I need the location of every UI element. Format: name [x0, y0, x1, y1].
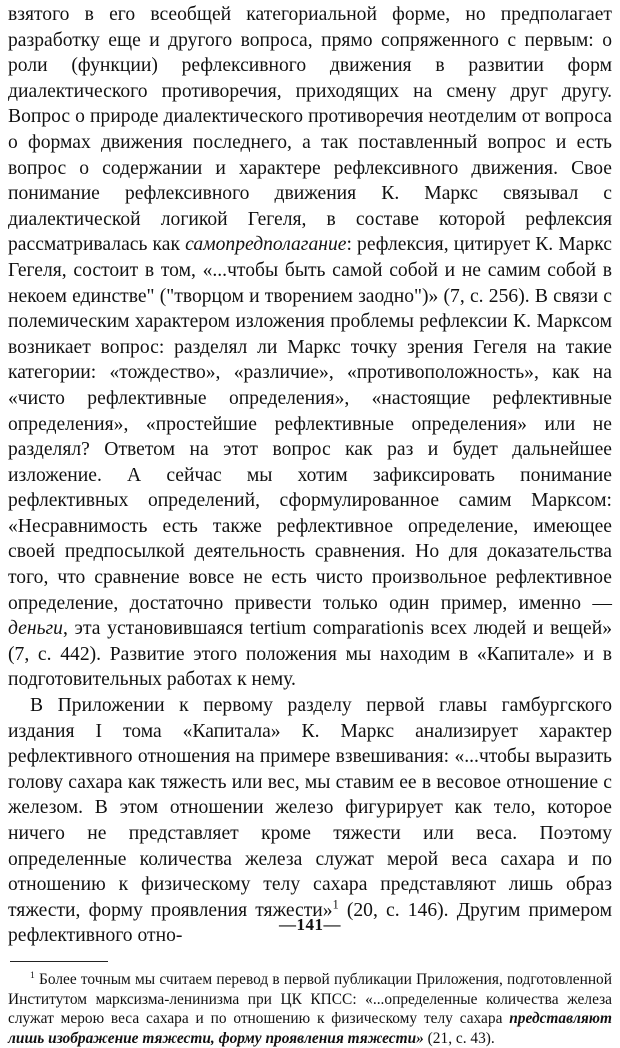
text-segment: деньги [8, 618, 63, 640]
text-segment: (21, с. 43). [423, 1029, 495, 1047]
footnote-marker: 1 [30, 969, 35, 981]
footnote-divider [10, 961, 108, 962]
text-segment: представляют лишь изображение тяжести, форму проявления тяжести» [8, 1010, 612, 1047]
text-segment: самопредполагание [185, 234, 347, 256]
paragraph-p2 [8, 693, 612, 949]
main-text [8, 2, 612, 949]
text-segment: взятого в его всеобщей категориальной форме, но предполагает разработку еще и другого вопроса, прямо сопряженного с первым: о роли (функции) рефлексивного движения в развитии форм диалектического противоречия, приходящих на смену друг другу. Вопрос о природе диалектического противоречия неотделим от вопроса о формах движения последнего, а так поставленный вопрос и есть вопрос о содержании и характере рефлексивного движения. Свое понимание рефлексивного движения К. Маркс связывал с диалектической логикой Гегеля, в составе которой рефлексия рассматривалась как [8, 4, 612, 256]
text-segment: Более точным мы считаем перевод в первой публикации Приложения, подготовленной Институтом марксизма-ленинизма при ЦК КПСС: «...определенные количества железа служат мерою веса сахара и по отношению к физическому телу сахара [8, 970, 612, 1028]
text-segment: (20, с. 146). Другим примером рефлективного отно- [8, 899, 612, 947]
text-segment: В Приложении к первому разделу первой главы гамбургского издания I тома «Капитала» К. Маркс анализирует характер рефлективного отношения на примере взвешивания: «...чтобы выразить голову сахара как тяжесть или вес, мы ставим ее в весовое отношение с железом. В этом отношении железо фигурирует как тело, которое ничего не представляет кроме тяжести или веса. Поэтому определенные количества железа служат мерой веса сахара и по отношению к физическому телу сахара представляют лишь образ тяжести, форму проявления тяжести» [8, 695, 612, 921]
paragraph-p1 [8, 2, 612, 693]
text-segment: : рефлексия, цитирует К. Маркс Гегеля, состоит в том, «...чтобы быть самой собой и не самим собой в некоем единстве" ("творцом и творением заодно")» (7, с. 256). В связи с полемическим характером изложения проблемы рефлексии К. Марксом возникает вопрос: разделял ли Маркс точку зрения Гегеля на такие категории: «тождество», «различие», «противоположность», как на «чисто рефлективные определения», «настоящие рефлективные определения», «простейшие рефлективные определения» или не разделял? Ответом на этот вопрос как раз и будет дальнейшее изложение. А сейчас мы хотим зафиксировать понимание рефлективных определений, сформулированное самим Марксом: «Несравнимость есть также рефлективное определение, имеющее своей предпосылкой деятельность сравнения. Но для доказательства того, что сравнение вовсе не есть чисто произвольное рефлективное определение, достаточно привести только один пример, именно — [8, 234, 612, 614]
text-segment: , эта установившаяся tertium comparationis всех людей и вещей» (7, с. 442). Развитие этого положения мы находим в «Капитале» и в подготовительных работах к нему. [8, 618, 612, 691]
page-number: —141— [279, 915, 341, 934]
footnote [8, 970, 612, 1048]
footnote-marker: 1 [332, 897, 339, 912]
